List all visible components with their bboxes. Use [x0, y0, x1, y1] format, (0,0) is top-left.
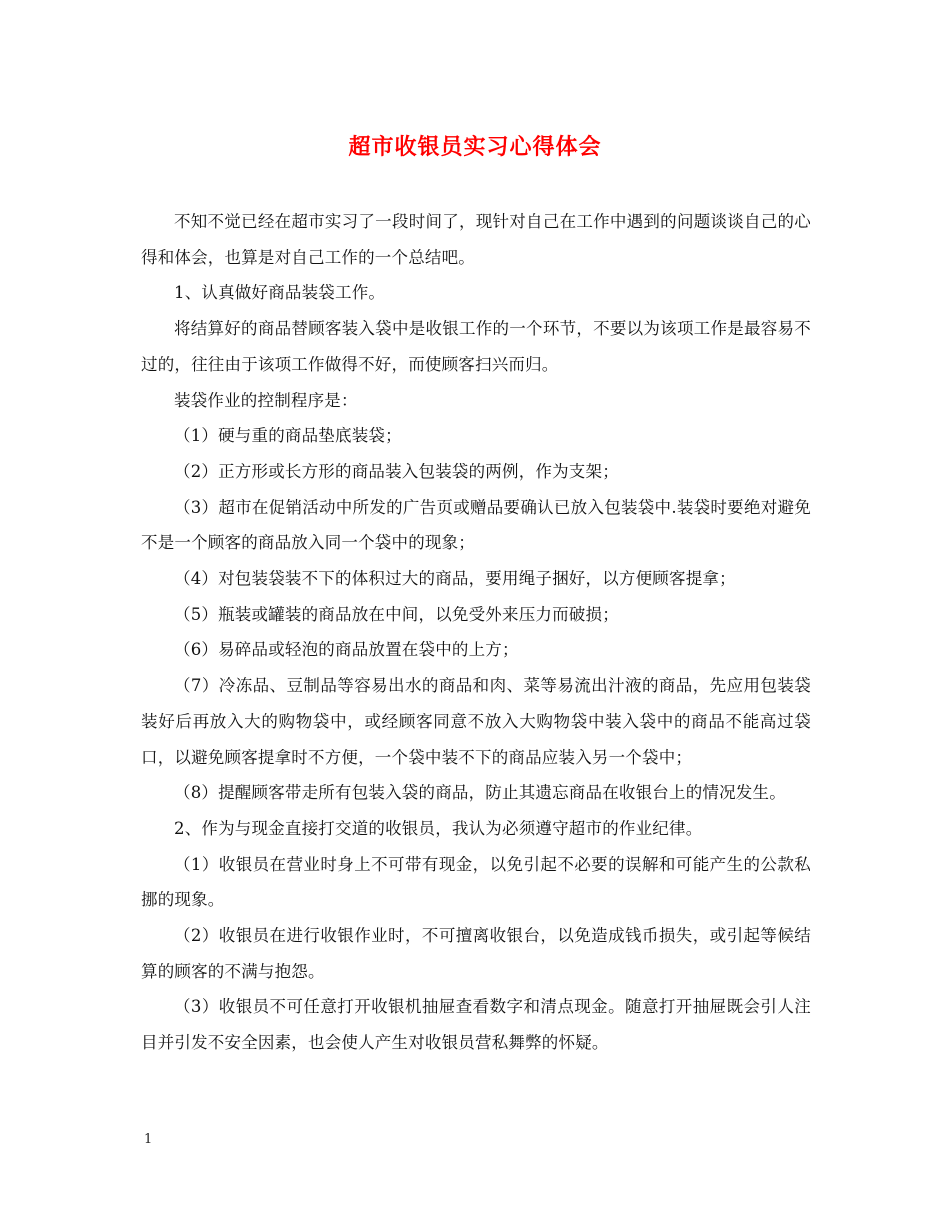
list-item: （8）提醒顾客带走所有包装入袋的商品，防止其遗忘商品在收银台上的情况发生。 [174, 783, 786, 803]
list-item: （1）硬与重的商品垫底装袋； [174, 426, 402, 446]
list-item: （6）易碎品或轻泡的商品放置在袋中的上方； [174, 640, 519, 660]
list-item: （4）对包装袋装不下的体积过大的商品，要用绳子捆好，以方便顾客提拿； [174, 569, 736, 589]
paragraph: 将结算好的商品替顾客装入袋中是收银工作的一个环节，不要以为该项工作是最容易不过的，往往由于该项工作做得不好，而使顾客扫兴而归。 [141, 319, 811, 374]
page-number: 1 [144, 1132, 153, 1147]
section-heading-2: 2、作为与现金直接打交道的收银员，我认为必须遵守超市的作业纪律。 [174, 818, 703, 838]
list-item: （1）收银员在营业时身上不可带有现金，以免引起不必要的误解和可能产生的公款私挪的现象。 [141, 854, 811, 910]
paragraph: 装袋作业的控制程序是： [174, 390, 358, 410]
list-item: （3）收银员不可任意打开收银机抽屉查看数字和清点现金。随意打开抽屉既会引人注目并引发不安全因素，也会使人产生对收银员营私舞弊的怀疑。 [141, 997, 811, 1053]
list-item: （7）冷冻品、豆制品等容易出水的商品和肉、菜等易流出汁液的商品，先应用包装袋装好后再放入大的购物袋中，或经顾客同意不放入大购物袋中装入袋中的商品不能高过袋口，以避免顾客提拿时不方便，一个袋中装不下的商品应装入另一个袋中； [141, 676, 811, 767]
list-item: （2）正方形或长方形的商品装入包装袋的两例，作为支架； [174, 461, 619, 481]
list-item: （5）瓶装或罐装的商品放在中间，以免受外来压力而破损； [174, 604, 619, 624]
document-body [141, 204, 811, 1061]
document-title: 超市收银员实习心得体会 [348, 134, 602, 160]
list-item: （3）超市在促销活动中所发的广告页或赠品要确认已放入包装袋中.装袋时要绝对避免不是一个顾客的商品放入同一个袋中的现象； [141, 497, 811, 553]
section-heading-1: 1、认真做好商品装袋工作。 [174, 283, 386, 303]
list-item: （2）收银员在进行收银作业时，不可擅离收银台，以免造成钱币损失，或引起等候结算的顾客的不满与抱怨。 [141, 926, 811, 981]
paragraph-intro: 不知不觉已经在超市实习了一段时间了，现针对自己在工作中遇到的问题谈谈自己的心得和体会，也算是对自己工作的一个总结吧。 [141, 212, 811, 267]
